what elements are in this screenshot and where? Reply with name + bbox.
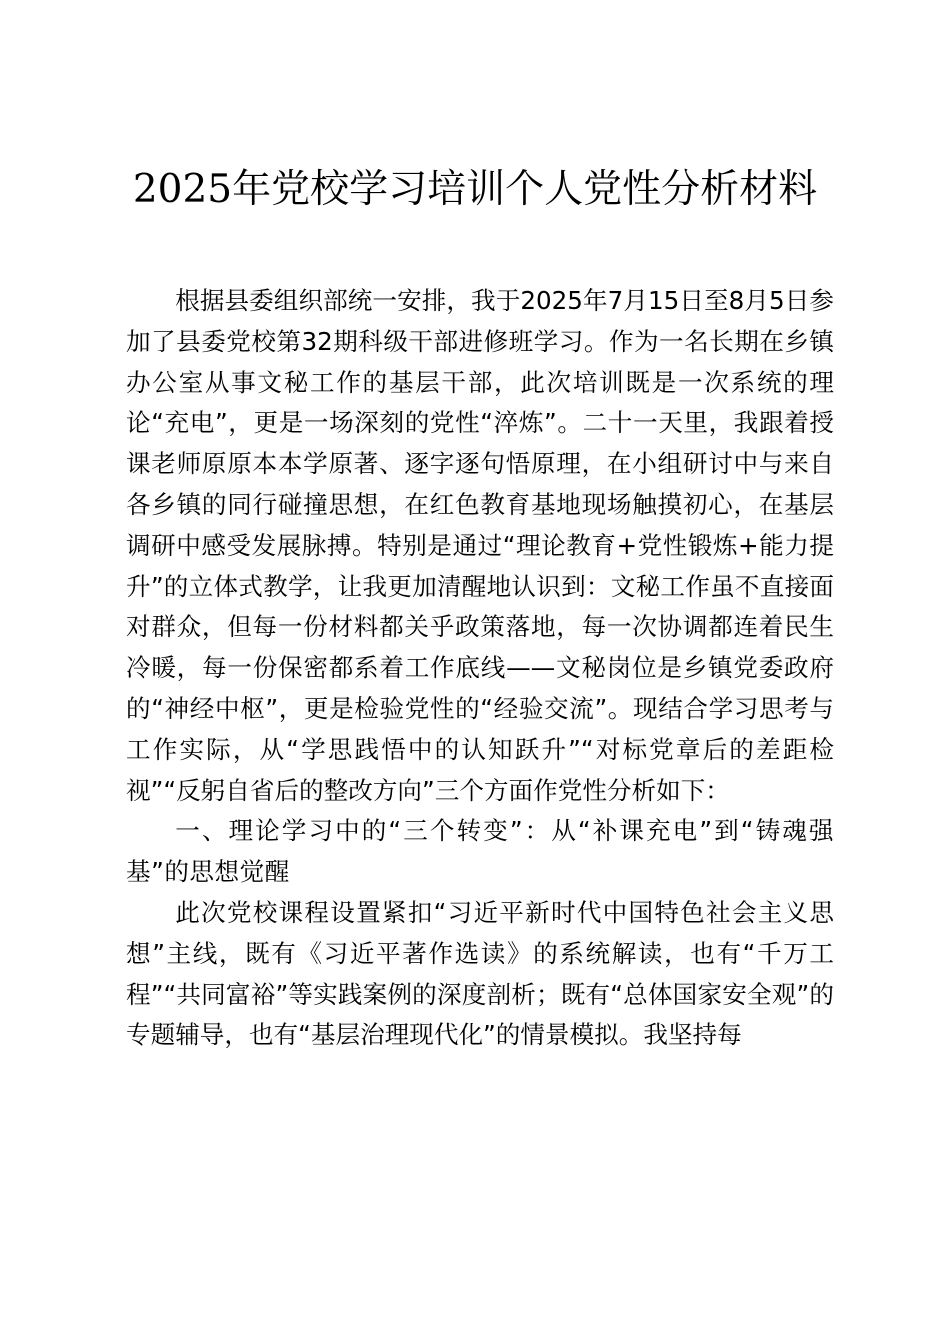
document-title: 2025年党校学习培训个人党性分析材料 — [132, 167, 818, 212]
paragraph-section-1: 此次党校课程设置紧扣“习近平新时代中国特色社会主义思想”主线，既有《习近平著作选读》的系统解读，也有“千万工程”“共同富裕”等实践案例的深度剖析；既有“总体国家安全观”的专题辅导，也有“基层治理现代化”的情景模拟。我坚持每 — [126, 897, 834, 1050]
document-body — [126, 281, 834, 1056]
paragraph-intro: 根据县委组织部统一安排，我于2025年7月15日至8月5日参加了县委党校第32期科级干部进修班学习。作为一名长期在乡镇办公室从事文秘工作的基层干部，此次培训既是一次系统的理论“充电”，更是一场深刻的党性“淬炼”。二十一天里，我跟着授课老师原原本本学原著、逐字逐句悟原理，在小组研讨中与来自各乡镇的同行碰撞思想，在红色教育基地现场触摸初心，在基层调研中感受发展脉搏。特别是通过“理论教育+党性锻炼+能力提升”的立体式教学，让我更加清醒地认识到：文秘工作虽不直接面对群众，但每一份材料都关乎政策落地，每一次协调都连着民生冷暖，每一份保密都系着工作底线——文秘岗位是乡镇党委政府的“神经中枢”，更是检验党性的“经验交流”。现结合学习思考与工作实际，从“学思践悟中的认知跃升”“对标党章后的差距检视”“反躬自省后的整改方向”三个方面作党性分析如下： — [126, 286, 834, 805]
section-heading-1: 一、理论学习中的“三个转变”：从“补课充电”到“铸魂强基”的思想觉醒 — [126, 816, 834, 887]
